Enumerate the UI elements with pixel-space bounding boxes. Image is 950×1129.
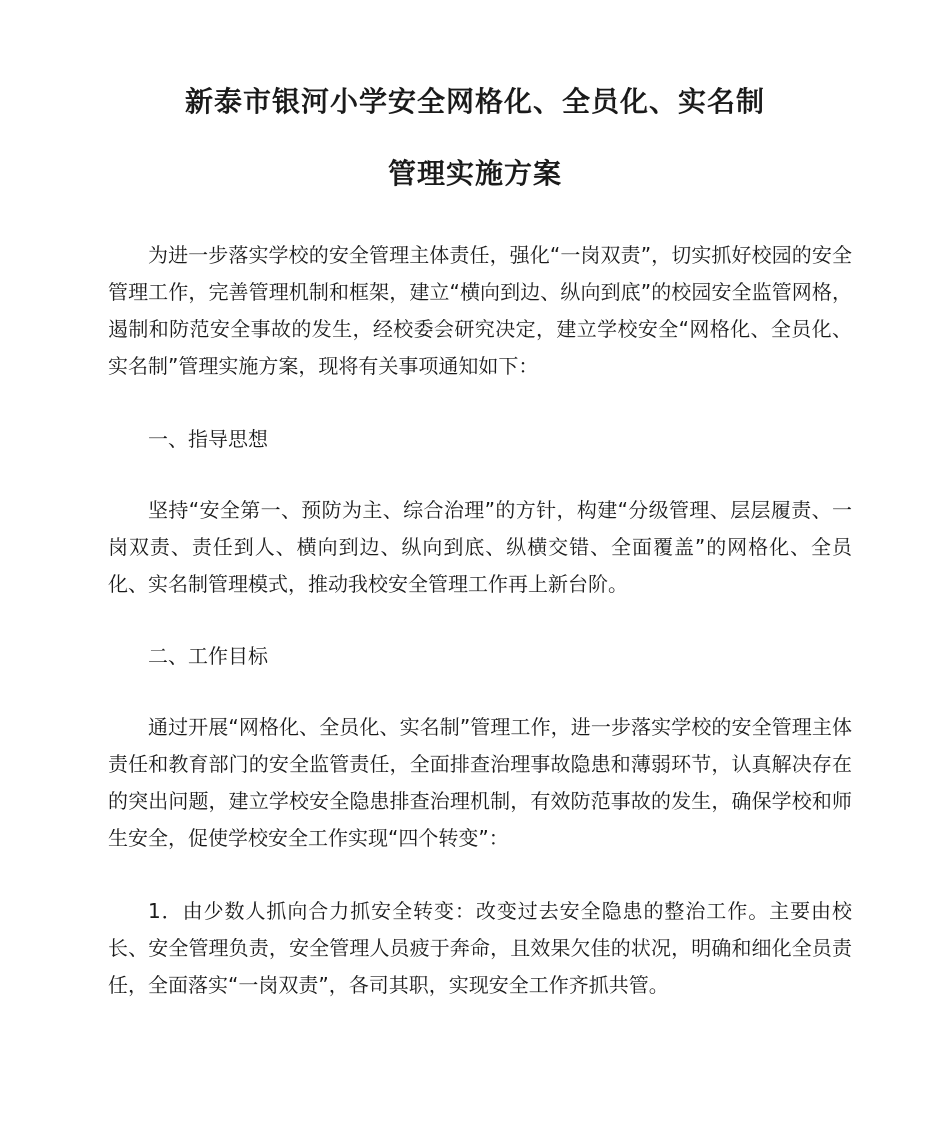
intro-paragraph: 为进一步落实学校的安全管理主体责任，强化“一岗双责”，切实抓好校园的安全管理工作，完善管理机制和框架，建立“横向到边、纵向到底”的校园安全监管网格，遏制和防范安全事故的发生，经校委会研究决定，建立学校安全“网格化、全员化、实名制”管理实施方案，现将有关事项通知如下： xyxy=(108,243,852,378)
document-title-line2: 管理实施方案 xyxy=(387,157,562,190)
list-item-1-paragraph: 1．由少数人抓向合力抓安全转变：改变过去安全隐患的整治工作。主要由校长、安全管理负责，安全管理人员疲于奔命，且效果欠佳的状况，明确和细化全员责任，全面落实“一岗双责”，各司其职，实现安全工作齐抓共管。 xyxy=(108,899,852,997)
guiding-thought-paragraph: 坚持“安全第一、预防为主、综合治理”的方针，构建“分级管理、层层履责、一岗双责、责任到人、横向到边、纵向到底、纵横交错、全面覆盖”的网格化、全员化、实名制管理模式，推动我校安全管理工作再上新台阶。 xyxy=(108,498,852,596)
section-heading-work-goals: 二、工作目标 xyxy=(148,644,268,668)
work-goals-paragraph: 通过开展“网格化、全员化、实名制”管理工作，进一步落实学校的安全管理主体责任和教育部门的安全监管责任，全面排查治理事故隐患和薄弱环节，认真解决存在的突出问题，建立学校安全隐患排查治理机制，有效防范事故的发生，确保学校和师生安全，促使学校安全工作实现“四个转变”： xyxy=(108,715,852,850)
document-title-line1: 新泰市银河小学安全网格化、全员化、实名制 xyxy=(184,85,765,118)
section-heading-guiding-thought: 一、指导思想 xyxy=(148,427,268,451)
